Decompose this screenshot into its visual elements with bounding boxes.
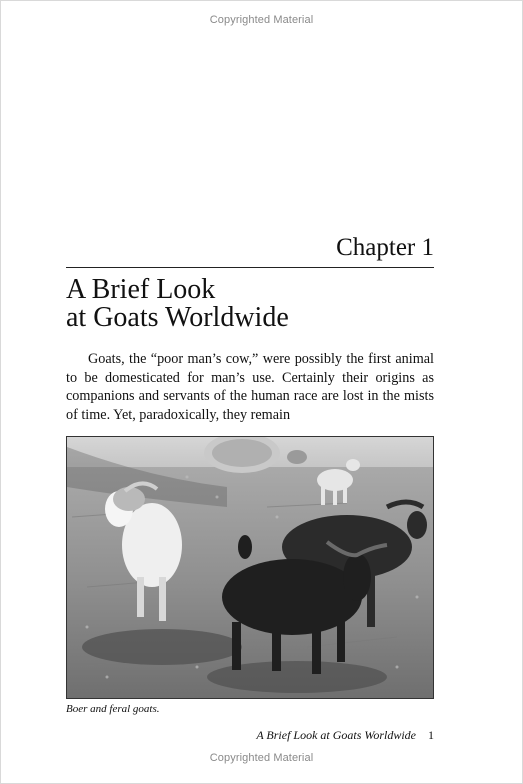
goats-photo — [66, 436, 434, 699]
page-number: 1 — [428, 728, 434, 742]
watermark-bottom: Copyrighted Material — [209, 752, 314, 764]
chapter-label: Chapter 1 — [336, 234, 434, 261]
chapter-title — [66, 276, 436, 332]
chapter-title-line-1: A Brief Look — [66, 274, 216, 305]
watermark-top: Copyrighted Material — [209, 14, 314, 26]
running-footer — [256, 728, 434, 743]
figure-caption: Boer and feral goats. — [66, 703, 160, 715]
body-paragraph: Goats, the “poor man’s cow,” were possibly the first animal to be domesticated for man’s use. Certainly their origins as companions and servants of the human race are lost in the mists of time. Yet, paradoxically, they remain — [66, 351, 434, 423]
running-footer-title: A Brief Look at Goats Worldwide — [256, 728, 416, 742]
chapter-rule — [66, 267, 434, 268]
chapter-title-line-2: at Goats Worldwide — [66, 302, 289, 333]
